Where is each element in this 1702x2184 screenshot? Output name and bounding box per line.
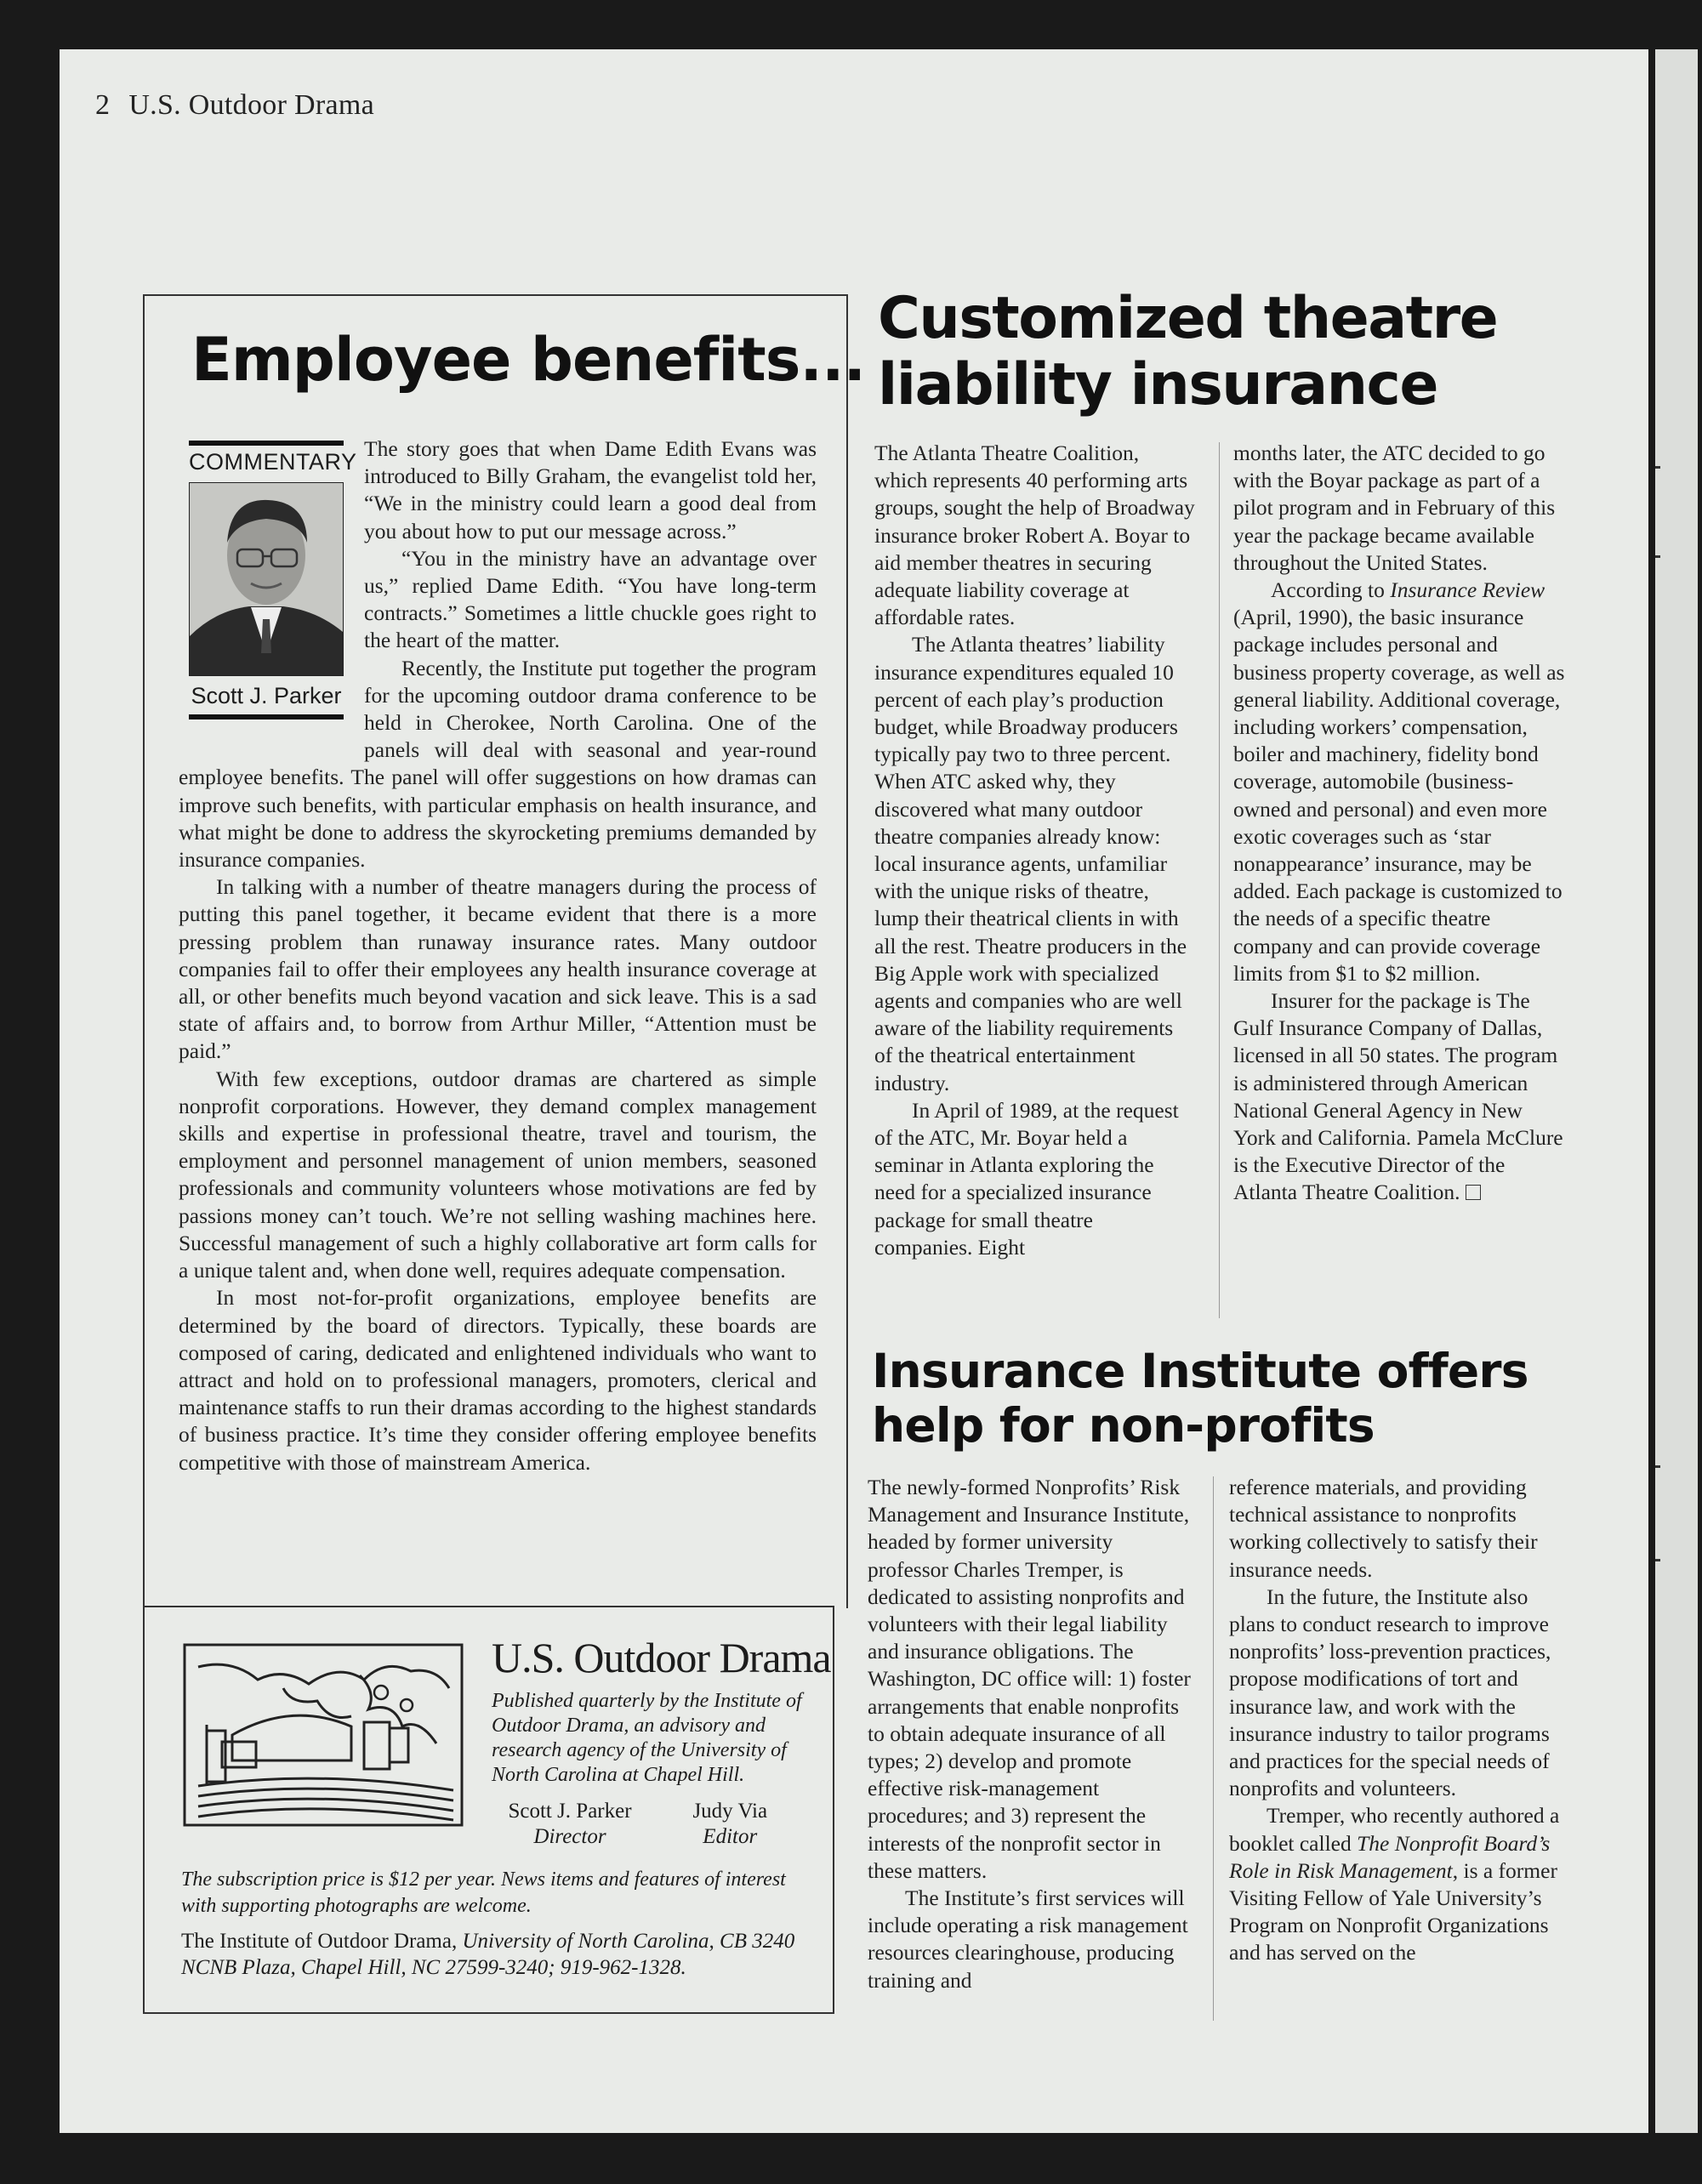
paragraph: The Atlanta theatres’ liability insurance expenditures equaled 10 percent of each play’s production budget, while Broadway producers typically pay two to three percent. When ATC asked why, they discovered what many outdoor theatre companies already know: local insurance agents, unfamiliar with the unique risks of theatre, lump their theatrical clients in with all the rest. Theatre producers in the Big Apple work with specialized agents and companies who are well aware of the liability requirements of the theatrical entertainment industry. bbox=[874, 632, 1187, 1095]
paragraph: months later, the ATC decided to go with the Boyar package as part of a pilot program and in February of this year the package became available throughout the United States. bbox=[1233, 441, 1556, 575]
next-page-edge bbox=[1655, 49, 1698, 2133]
article-column bbox=[1229, 1474, 1561, 1967]
paragraph: In April of 1989, at the request of the ATC, Mr. Boyar held a seminar in Atlanta exploring the need for a specialized insurance package for small theatre companies. Eight bbox=[874, 1097, 1179, 1260]
article-column bbox=[1233, 440, 1567, 1207]
paragraph: Recently, the Institute put together the program for the upcoming outdoor drama conference to be held in Cherokee, North Carolina. One of the panels will deal with seasonal and year-round employee benefits. The panel will offer suggestions on how dramas can improve such benefits, with particular emphasis on health insurance, and what might be done to address the skyrocketing premiums demanded by insurance companies. bbox=[179, 655, 817, 873]
article-title: Insurance Institute offers help for non-profits bbox=[872, 1344, 1528, 1453]
commentary-label: COMMENTARY bbox=[189, 449, 357, 475]
text-run: Insurer for the package is The Gulf Insurance Company of Dallas, licensed in all 50 states. The program is administered through American National General Agency in New York and California. Pamela McClure is the Executive Director of the Atlanta Theatre Coalition. bbox=[1233, 988, 1563, 1205]
staff-name: Scott J. Parker bbox=[508, 1800, 632, 1823]
institute-address bbox=[181, 1928, 815, 1981]
article-title: Customized theatre liability insurance bbox=[878, 285, 1498, 418]
paragraph: “You in the ministry have an advantage over us,” replied Dame Edith. “You have long-term contracts.” Sometimes a little chuckle goes right to the heart of the matter. bbox=[364, 545, 817, 653]
paragraph: With few exceptions, outdoor dramas are chartered as simple nonprofit corporations. However, they demand complex management skills and expertise in professional theatre, travel and tourism, the employment and personnel management of union members, seasoned professionals and community volunteers whose motivations are fed by passions money can’t touch. We’re not selling washing machines here. Successful management of such a highly collaborative art form calls for a unique talent and, when done well, requires adequate compensation. bbox=[179, 1066, 817, 1283]
masthead-title: U.S. Outdoor Drama bbox=[492, 1634, 831, 1681]
publication-reference: Insurance Review bbox=[1390, 577, 1545, 603]
publication-name: U.S. Outdoor Drama bbox=[128, 89, 375, 121]
text-run: , is a former Visiting Fellow of Yale University’s Program on Nonprofit Organizations and has served on the bbox=[1229, 1857, 1557, 1965]
staff-role: Editor bbox=[703, 1825, 758, 1848]
amphitheatre-icon bbox=[181, 1641, 465, 1829]
staff-name: Judy Via bbox=[692, 1800, 768, 1823]
commentary-title: Employee benefits... bbox=[191, 325, 866, 395]
staff-entry bbox=[666, 1799, 794, 1850]
paragraph: reference materials, and providing technical assistance to nonprofits working collectively to satisfy their insurance needs. bbox=[1229, 1475, 1538, 1582]
paragraph bbox=[1233, 987, 1567, 1207]
masthead-illustration bbox=[181, 1641, 465, 1829]
column-divider bbox=[1213, 1476, 1214, 2021]
article-column bbox=[868, 1474, 1193, 1994]
article-column bbox=[874, 440, 1196, 1261]
paragraph bbox=[1229, 1802, 1561, 1966]
margin-mark bbox=[1655, 555, 1660, 558]
text-run: (April, 1990), the basic insurance package includes personal and business property coverage, as well as general liability. Additional coverage, including workers’ compensation, boiler and machinery, fidelity bond coverage, automobile (business-owned and personal) and even more exotic coverages such as ‘star nonappearance’ insurance, may be added. Each package is customized to the needs of a specific theatre company and can provide coverage limits from $1 to $2 million. bbox=[1233, 605, 1565, 986]
margin-mark bbox=[1655, 1465, 1660, 1468]
paragraph: In the future, the Institute also plans to conduct research to improve nonprofits’ loss-prevention practices, propose modifications of tort and insurance law, and work with the insurance industry to tailor programs and practices for the special needs of nonprofits and volunteers. bbox=[1229, 1584, 1551, 1801]
masthead-staff bbox=[498, 1799, 821, 1850]
text-run: Tremper, who recently authored a booklet called bbox=[1229, 1803, 1560, 1856]
subscription-note: The subscription price is $12 per year. News items and features of interest with supporting photographs are welcome. bbox=[181, 1868, 786, 1917]
paragraph: The story goes that when Dame Edith Evans was introduced to Billy Graham, the evangelist told her, “We in the ministry could learn a good deal from you about how to put our message across.” bbox=[364, 436, 817, 543]
paragraph: In most not-for-profit organizations, employee benefits are determined by the board of directors. Typically, these boards are composed of caring, dedicated and enlightened individuals who want to attract and hold on to professional managers, promoters, clerical and maintenance staffs to run their dramas according to the highest standards of business practice. It’s time they consider offering employee benefits competitive with those of mainstream America. bbox=[179, 1285, 817, 1475]
author-name: Scott J. Parker bbox=[191, 683, 342, 708]
staff-entry bbox=[498, 1799, 642, 1850]
booklet-title: The Nonprofit Board’s Role in Risk Management bbox=[1229, 1830, 1551, 1883]
end-of-article-icon bbox=[1466, 1185, 1481, 1200]
staff-role: Director bbox=[533, 1825, 606, 1848]
text-run: According to bbox=[1271, 577, 1391, 603]
address-detail: University of North Carolina, CB 3240 NCNB Plaza, Chapel Hill, NC 27599-3240; 919-962-1328. bbox=[181, 1930, 795, 1979]
paragraph: In talking with a number of theatre managers during the process of putting this panel together, it became evident that there is a more pressing problem than runaway insurance rates. Many outdoor companies fail to offer their employees any health insurance coverage at all, or other benefits much beyond vacation and sick leave. This is a sad state of affairs and, to borrow from Arthur Miller, “Attention must be paid.” bbox=[179, 874, 817, 1064]
commentary-body bbox=[179, 435, 817, 1476]
margin-mark bbox=[1655, 466, 1660, 469]
masthead-description: Published quarterly by the Institute of Outdoor Drama, an advisory and research agency of the University of North Carolina at Chapel Hill. bbox=[492, 1690, 802, 1786]
paragraph: The newly-formed Nonprofits’ Risk Management and Insurance Institute, headed by former university professor Charles Tremper, is dedicated to assisting nonprofits and volunteers with their legal liability and insurance obligations. The Washington, DC office will: 1) foster arrangements that enable nonprofits to obtain adequate insurance of all types; 2) develop and promote effective risk-management procedures; and 3) represent the interests of the nonprofit sector in these matters. bbox=[868, 1475, 1191, 1883]
page-header bbox=[95, 89, 374, 122]
margin-mark bbox=[1655, 1559, 1660, 1561]
paragraph: The Institute’s first services will include operating a risk management resources clearinghouse, producing training and bbox=[868, 1885, 1188, 1993]
paragraph bbox=[1233, 577, 1567, 987]
page-number: 2 bbox=[95, 89, 111, 121]
column-divider bbox=[1219, 442, 1220, 1318]
sidebar-spacer bbox=[179, 435, 364, 746]
paragraph: The Atlanta Theatre Coalition, which represents 40 performing arts groups, sought the help of Broadway insurance broker Robert A. Boyar to aid member theatres in securing adequate liability coverage at affordable rates. bbox=[874, 441, 1195, 630]
address-prefix: The Institute of Outdoor Drama, bbox=[181, 1930, 463, 1953]
